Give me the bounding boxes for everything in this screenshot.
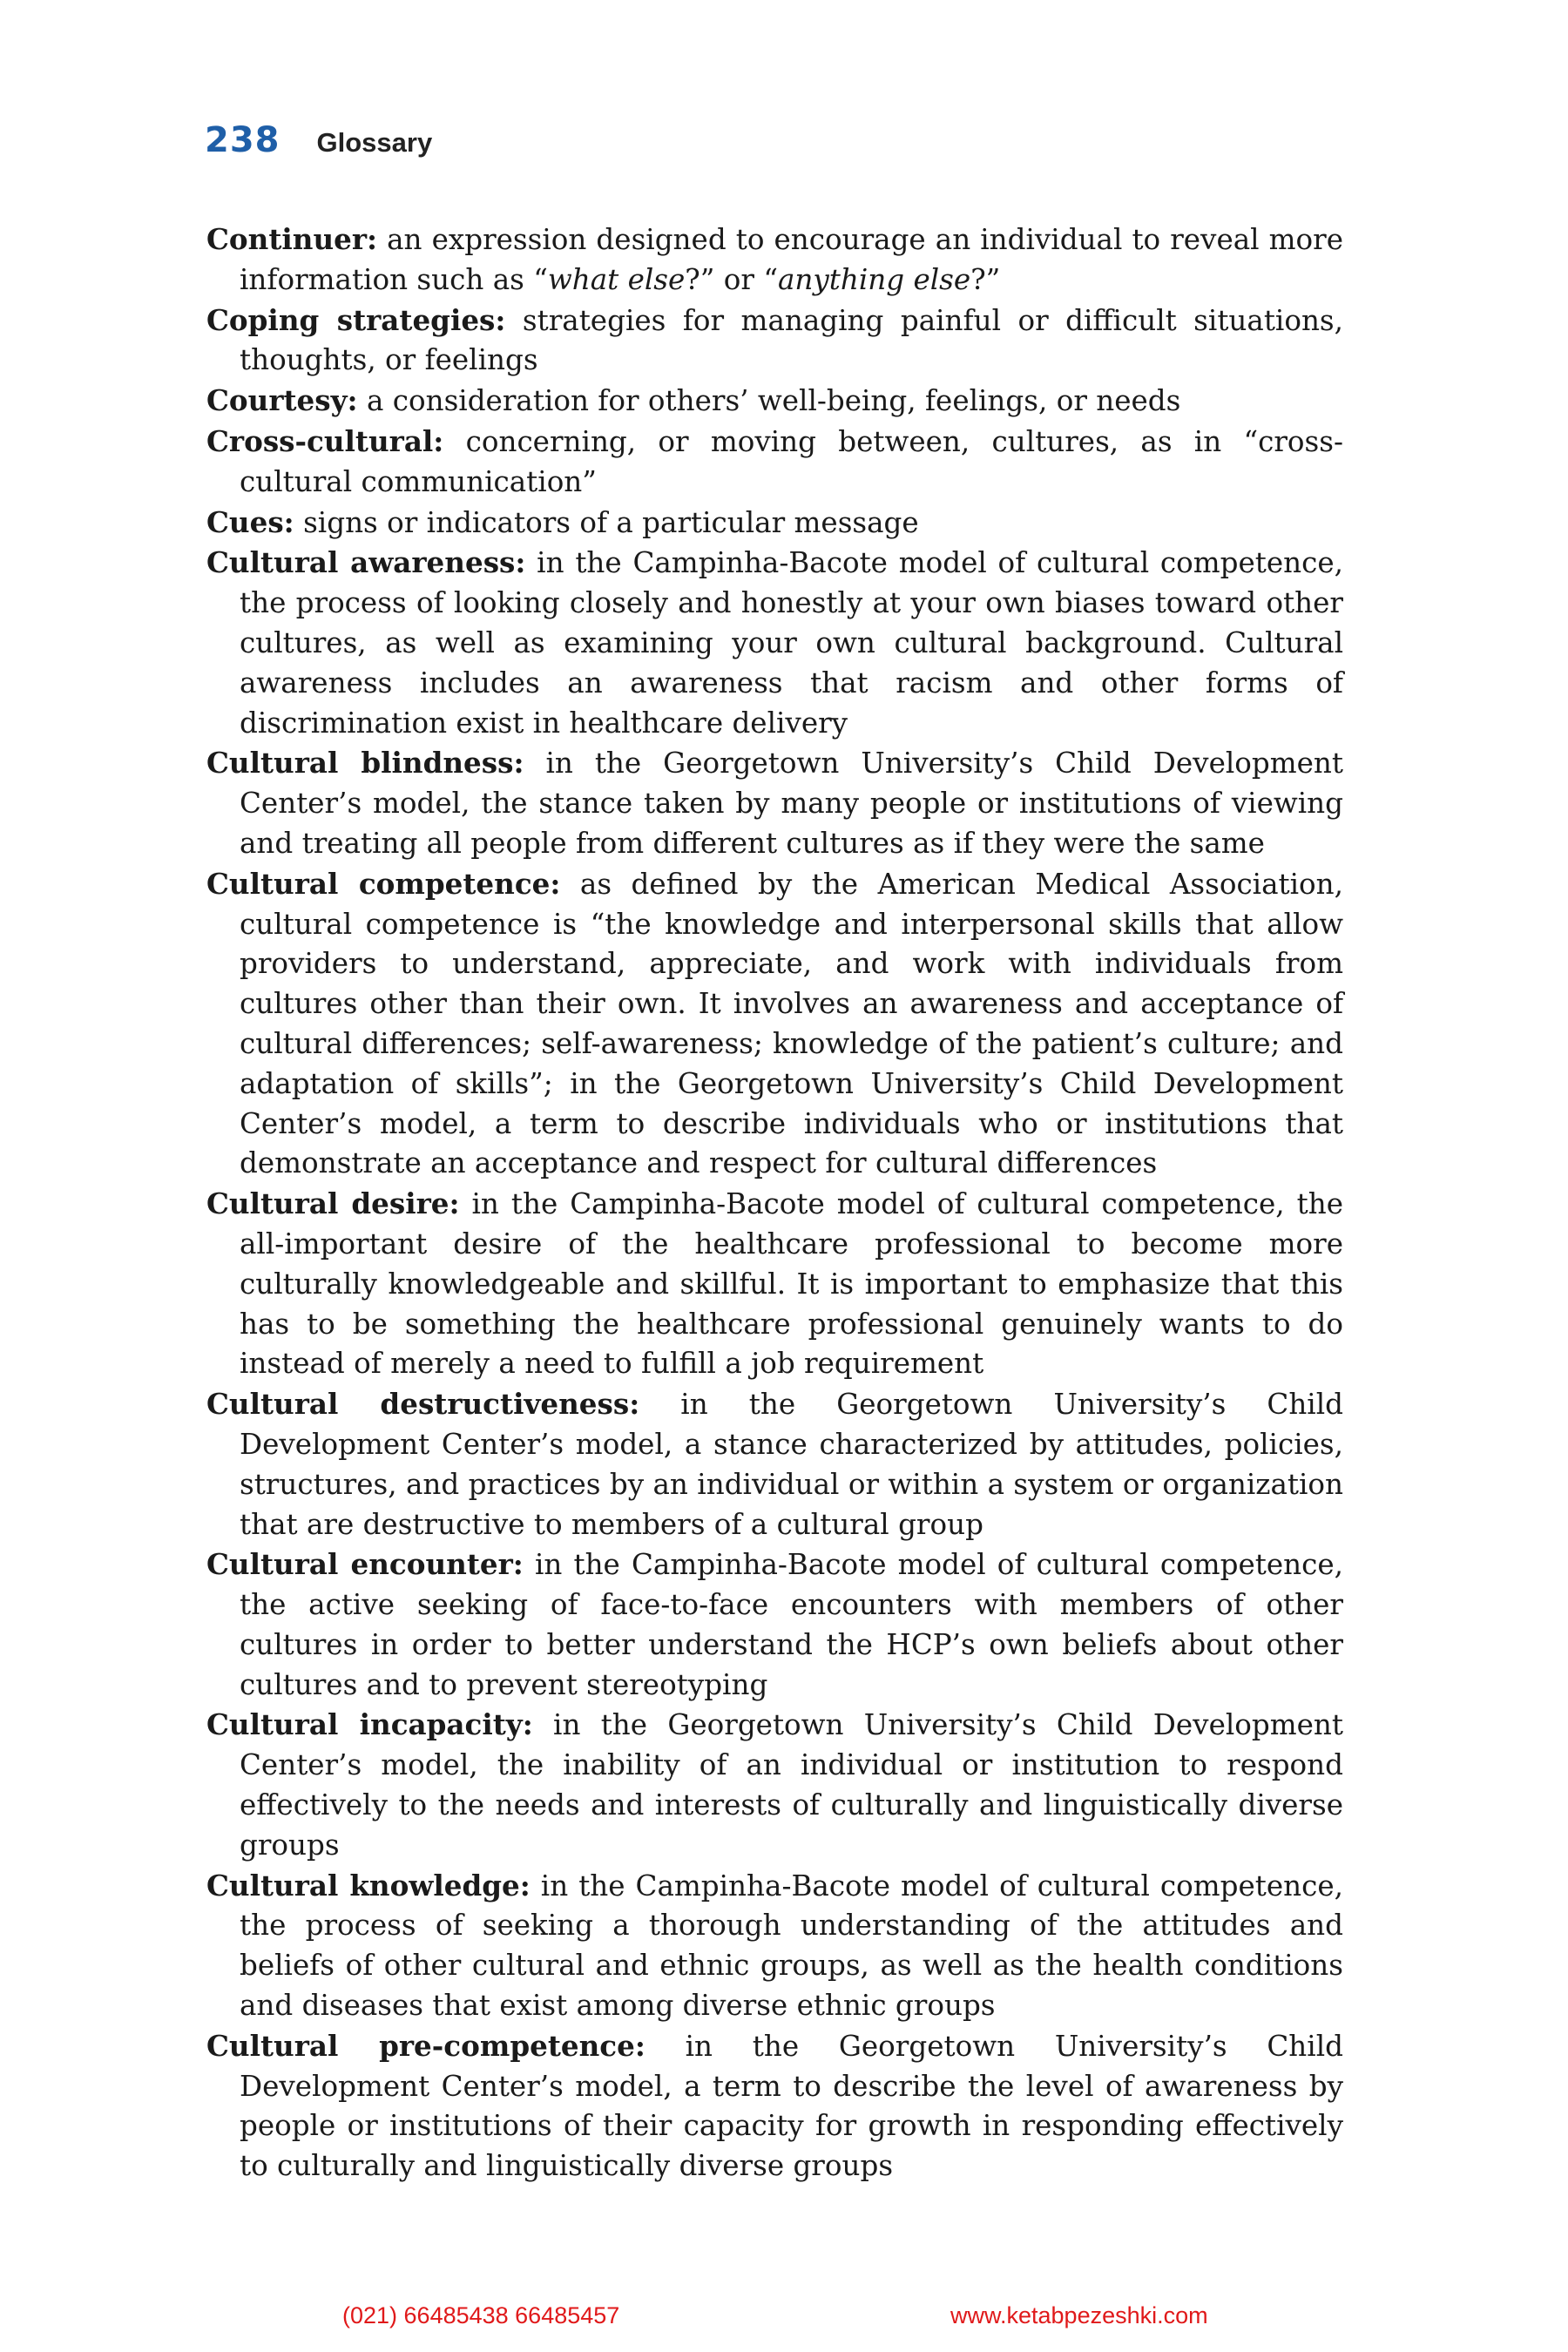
glossary-entry: [206, 422, 1343, 503]
glossary-term: Cultural encounter:: [206, 1547, 524, 1582]
definition-italic-text: anything else: [777, 262, 971, 296]
definition-text: strategies for managing painful or difficult situations, thoughts, or feelings: [240, 303, 1343, 377]
glossary-term: Cultural competence:: [206, 866, 561, 901]
definition-text: in the Georgetown University’s Child Development Center’s model, the inability of an individual or institution to respond effectively to the needs and interests of culturally and linguistically diverse groups: [240, 1708, 1343, 1862]
definition-text: ?”: [970, 262, 1001, 296]
footer-website: www.ketabpezeshki.com: [950, 2302, 1208, 2328]
glossary-term: Courtesy:: [206, 383, 358, 418]
glossary-definition: [240, 223, 1343, 296]
glossary-entry: [206, 220, 1343, 301]
definition-text: in the Georgetown University’s Child Development Center’s model, the stance taken by many people or institutions of viewing and treating all people from different cultures as if they were the same: [240, 747, 1343, 860]
glossary-term: Cultural awareness:: [206, 545, 526, 580]
glossary-term: Cultural incapacity:: [206, 1707, 533, 1742]
glossary-entry: [206, 743, 1343, 863]
glossary-definition: [240, 868, 1343, 1180]
footer-phone: (021) 66485438 66485457: [342, 2302, 620, 2328]
running-head: [205, 120, 432, 172]
glossary-definition: [358, 384, 1181, 417]
glossary-entry: [206, 1184, 1343, 1384]
definition-text: a consideration for others’ well-being, feelings, or needs: [357, 384, 1181, 418]
glossary-entry: [206, 543, 1343, 743]
definition-text: ?” or “: [685, 262, 778, 296]
section-title: Glossary: [316, 127, 433, 158]
glossary-list: [206, 220, 1343, 2186]
glossary-term: Cultural pre-competence:: [206, 2028, 645, 2063]
definition-italic-text: what else: [547, 262, 686, 296]
definition-text: concerning, or moving between, cultures, as in “cross-cultural communication”: [240, 424, 1343, 498]
glossary-entry: [206, 1544, 1343, 1705]
definition-text: in the Campinha-Bacote model of cultural competence, the all-important desire of the healthcare professional to become more culturally knowledgeable and skillful. It is important to emphasize that this has to be something the healthcare professional genuinely wants to do instead of merely a need to fulfill a job requirement: [240, 1187, 1343, 1381]
glossary-term: Cross-cultural:: [206, 423, 444, 458]
glossary-entry: [206, 301, 1343, 382]
glossary-entry: [206, 1866, 1343, 2026]
definition-text: signs or indicators of a particular message: [294, 505, 919, 539]
definition-text: in the Campinha-Bacote model of cultural competence, the process of looking closely and honestly at your own biases toward other cultures, as well as examining your own cultural background. Cultural awareness includes an awareness that racism and other forms of discrimination exist in healthcare delivery: [240, 546, 1343, 740]
glossary-entry: [206, 864, 1343, 1184]
glossary-definition: [294, 506, 919, 539]
definition-text: in the Georgetown University’s Child Development Center’s model, a stance characterized by attitudes, policies, structures, and practices by an individual or within a system or organization that are destructive to members of a cultural group: [240, 1388, 1343, 1541]
glossary-term: Cultural blindness:: [206, 746, 524, 781]
page-number: 238: [205, 120, 280, 160]
glossary-entry: [206, 503, 1343, 544]
glossary-term: Continuer:: [206, 222, 378, 256]
glossary-entry: [206, 1384, 1343, 1544]
glossary-entry: [206, 2026, 1343, 2186]
definition-text: in the Campinha-Bacote model of cultural competence, the active seeking of face-to-face encounters with members of other cultures in order to better understand the HCP’s own beliefs about other cultures and to prevent stereotyping: [240, 1548, 1343, 1701]
glossary-entry: [206, 381, 1343, 422]
glossary-entry: [206, 1705, 1343, 1865]
definition-text: in the Georgetown University’s Child Development Center’s model, a term to describe the level of awareness by people or institutions of their capacity for growth in responding effectively to culturally and linguistically diverse groups: [240, 2029, 1343, 2183]
glossary-term: Coping strategies:: [206, 302, 506, 337]
glossary-term: Cultural knowledge:: [206, 1868, 531, 1903]
glossary-term: Cues:: [206, 504, 294, 539]
definition-text: in the Campinha-Bacote model of cultural competence, the process of seeking a thorough understanding of the attitudes and beliefs of other cultural and ethnic groups, as well as the health conditions and diseases that exist among diverse ethnic groups: [240, 1869, 1344, 2023]
glossary-term: Cultural destructiveness:: [206, 1387, 640, 1422]
definition-text: an expression designed to encourage an individual to reveal more information such as “: [240, 223, 1343, 296]
definition-text: as defined by the American Medical Association, cultural competence is “the knowledge and interpersonal skills that allow providers to understand, appreciate, and work with individuals from cultures other than their own. It involves an awareness and acceptance of cultural differences; self-awareness; knowledge of the patient’s culture; and adaptation of skills”; in the Georgetown University’s Child Development Center’s model, a term to describe individuals who or institutions that demonstrate an acceptance and respect for cultural differences: [240, 867, 1343, 1180]
glossary-term: Cultural desire:: [206, 1186, 460, 1221]
